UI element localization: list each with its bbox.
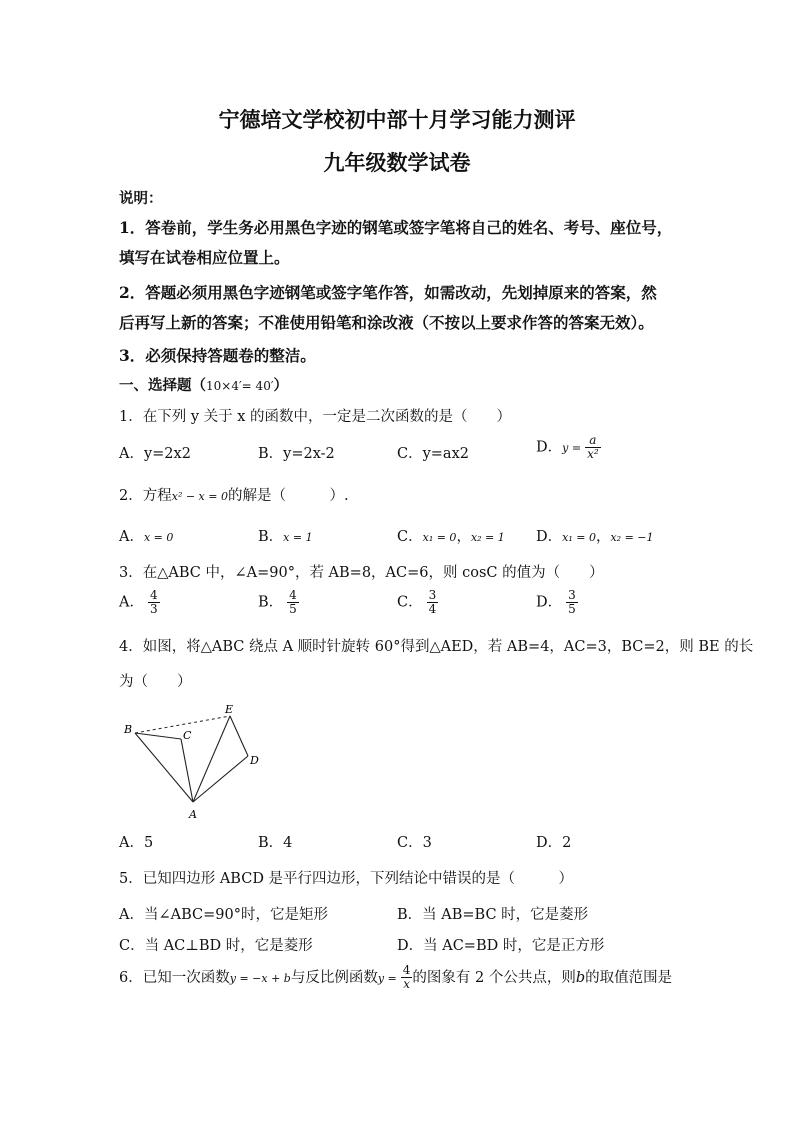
q4-option-a[interactable]: A．5 bbox=[119, 835, 154, 851]
instruction-2b: 后再写上新的答案；不准使用铅笔和涂改液（不按以上要求作答的答案无效）。 bbox=[119, 313, 654, 332]
q2-option-c[interactable]: C．x₁ = 0，x₂ = 1 bbox=[397, 529, 505, 545]
label-a: A bbox=[189, 808, 197, 821]
question-6-stem: 6．已知一次函数y = −x + b与反比例函数y = $\frac{4}{x}$ 的图象有 2 个公共点，则b的取值范围是 bbox=[119, 963, 673, 991]
rotation-figure bbox=[115, 700, 275, 825]
page-subtitle: 九年级数学试卷 bbox=[323, 150, 471, 175]
section-heading: 一、选择题（10×4′= 40′） bbox=[119, 377, 289, 394]
segment-ca bbox=[181, 739, 193, 802]
segment-bc bbox=[135, 733, 181, 739]
q1-d-fraction: $\frac{a}{\text{x²}}$ bbox=[587, 433, 599, 461]
label-b: B bbox=[124, 723, 133, 736]
q5-option-b[interactable]: B．当 AB=BC 时，它是菱形 bbox=[397, 907, 589, 923]
label-c: C bbox=[183, 729, 192, 742]
q5-option-d[interactable]: D．当 AC=BD 时，它是正方形 bbox=[397, 938, 605, 954]
question-2-stem: 2．方程x² − x = 0的解是（ ）. bbox=[119, 488, 349, 504]
instructions-label: 说明： bbox=[119, 190, 163, 207]
instruction-2a: 2．答题必须用黑色字迹钢笔或签字笔作答，如需改动，先划掉原来的答案，然 bbox=[119, 283, 657, 302]
q5-option-c[interactable]: C．当 AC⊥BD 时，它是菱形 bbox=[119, 938, 313, 954]
label-d: D bbox=[250, 754, 259, 767]
segment-da bbox=[193, 756, 248, 802]
question-4-stem-line2: 为（ ） bbox=[119, 674, 192, 690]
instruction-1b: 填写在试卷相应位置上。 bbox=[119, 248, 290, 267]
q4-option-b[interactable]: B．4 bbox=[258, 835, 293, 851]
instruction-1a: 1．答卷前，学生务必用黑色字迹的钢笔或签字笔将自己的姓名、考号、座位号， bbox=[119, 218, 673, 237]
label-e: E bbox=[225, 703, 234, 716]
q4-option-d[interactable]: D．2 bbox=[536, 835, 572, 851]
question-4-stem-line1: 4．如图，将△ABC 绕点 A 顺时针旋转 60°得到△AED，若 AB=4，AC=3，BC=2，则 BE 的长 bbox=[119, 639, 754, 655]
q2-option-b[interactable]: B．x = 1 bbox=[258, 529, 313, 545]
q3-option-c[interactable]: C． $\frac{3}{4}$ bbox=[397, 588, 437, 616]
q2-option-d[interactable]: D．x₁ = 0，x₂ = −1 bbox=[536, 529, 654, 545]
q1-option-d[interactable]: D．y = $\frac{a}{\text{x²}}$ bbox=[536, 433, 599, 461]
q3-option-a[interactable]: A． $\frac{4}{3}$ bbox=[119, 588, 158, 616]
segment-ea bbox=[193, 716, 230, 802]
question-3-stem: 3．在△ABC 中，∠A=90°，若 AB=8，AC=6，则 cosC 的值为（ ） bbox=[119, 565, 604, 581]
question-1-stem: 1．在下列 y 关于 x 的函数中，一定是二次函数的是（ ） bbox=[119, 409, 512, 425]
q1-option-a[interactable]: A．y=2x2 bbox=[119, 446, 191, 462]
q3-option-d[interactable]: D． $\frac{3}{5}$ bbox=[536, 588, 576, 616]
instruction-3: 3．必须保持答题卷的整洁。 bbox=[119, 346, 316, 365]
q1-option-b[interactable]: B．y=2x-2 bbox=[258, 446, 335, 462]
q5-option-a[interactable]: A．当∠ABC=90°时，它是矩形 bbox=[119, 907, 328, 923]
page-title: 宁德培文学校初中部十月学习能力测评 bbox=[218, 107, 576, 132]
segment-ba bbox=[135, 733, 193, 802]
q4-option-c[interactable]: C．3 bbox=[397, 835, 432, 851]
question-5-stem: 5．已知四边形 ABCD 是平行四边形，下列结论中错误的是（ ） bbox=[119, 871, 574, 887]
q1-option-c[interactable]: C．y=ax2 bbox=[397, 446, 469, 462]
q3-option-b[interactable]: B． $\frac{4}{5}$ bbox=[258, 588, 297, 616]
q2-option-a[interactable]: A．x = 0 bbox=[119, 529, 174, 545]
segment-ed bbox=[230, 716, 248, 756]
